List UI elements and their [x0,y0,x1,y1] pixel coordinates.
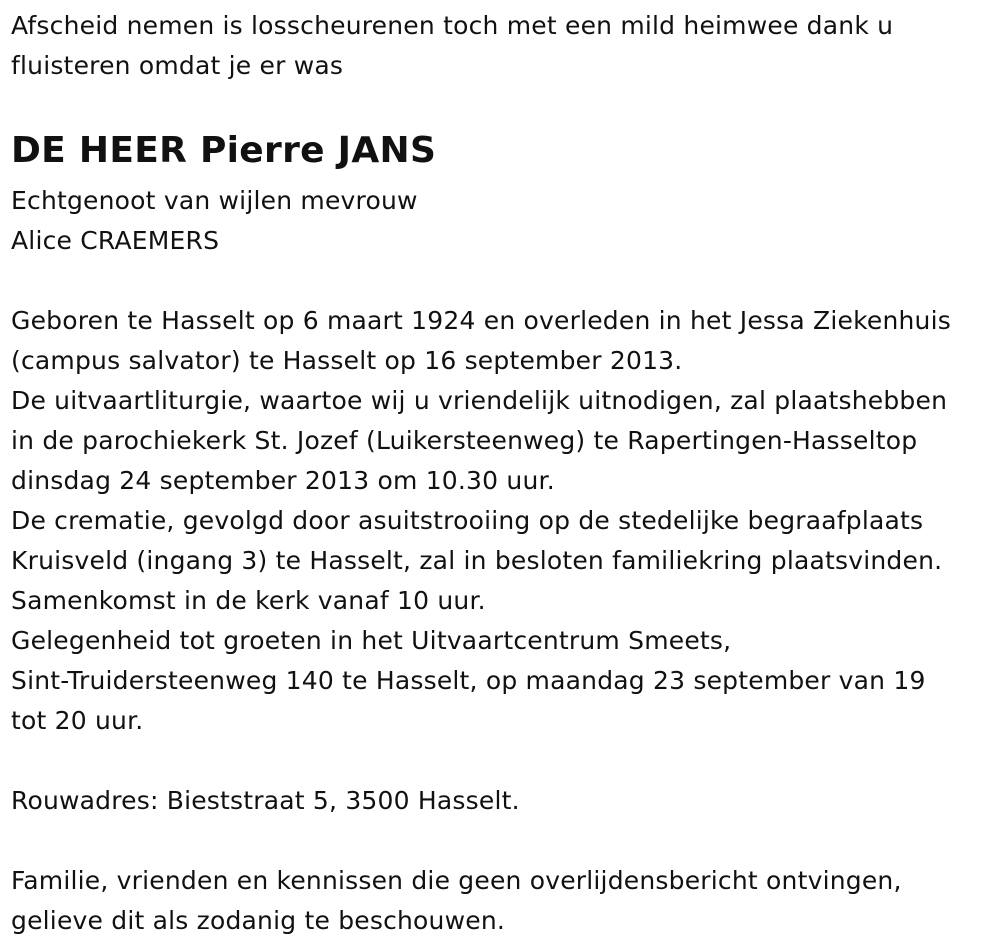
spacer [11,741,996,781]
detail-line: Sint-Truidersteenweg 140 te Hasselt, op maandag 23 september van 19 [11,666,926,695]
detail-line: (campus salvator) te Hasselt op 16 september 2013. [11,346,683,375]
spouse-line-2: Alice CRAEMERS [11,226,220,255]
intro-line-1: Afscheid nemen is losscheurenen toch met een mild heimwee dank u [11,11,894,40]
detail-line: tot 20 uur. [11,706,144,735]
closing-line-1: Familie, vrienden en kennissen die geen overlijdensbericht ontvingen, [11,866,902,895]
spouse-line-1: Echtgenoot van wijlen mevrouw [11,186,418,215]
detail-line: dinsdag 24 september 2013 om 10.30 uur. [11,466,555,495]
detail-line: Geboren te Hasselt op 6 maart 1924 en overleden in het Jessa Ziekenhuis [11,306,951,335]
detail-line: Gelegenheid tot groeten in het Uitvaartcentrum Smeets, [11,626,732,655]
detail-line: Kruisveld (ingang 3) te Hasselt, zal in besloten familiekring plaatsvinden. [11,546,943,575]
detail-line: in de parochiekerk St. Jozef (Luikersteenweg) te Rapertingen-Hasseltop [11,426,918,455]
closing-line-2: gelieve dit als zodanig te beschouwen. [11,906,506,935]
mourning-address: Rouwadres: Bieststraat 5, 3500 Hasselt. [11,786,520,815]
deceased-name: DE HEER Pierre JANS [11,130,437,171]
spouse-info [11,181,996,261]
obituary-notice [11,0,996,941]
funeral-details [11,301,996,741]
closing-note [11,861,996,941]
detail-line: De uitvaartliturgie, waartoe wij u vriendelijk uitnodigen, zal plaatshebben [11,386,948,415]
detail-line: De crematie, gevolgd door asuitstrooiing op de stedelijke begraafplaats [11,506,924,535]
spacer [11,261,996,301]
spacer [11,821,996,861]
intro-line-2: fluisteren omdat je er was [11,51,344,80]
detail-line: Samenkomst in de kerk vanaf 10 uur. [11,586,486,615]
intro-verse [11,6,996,86]
